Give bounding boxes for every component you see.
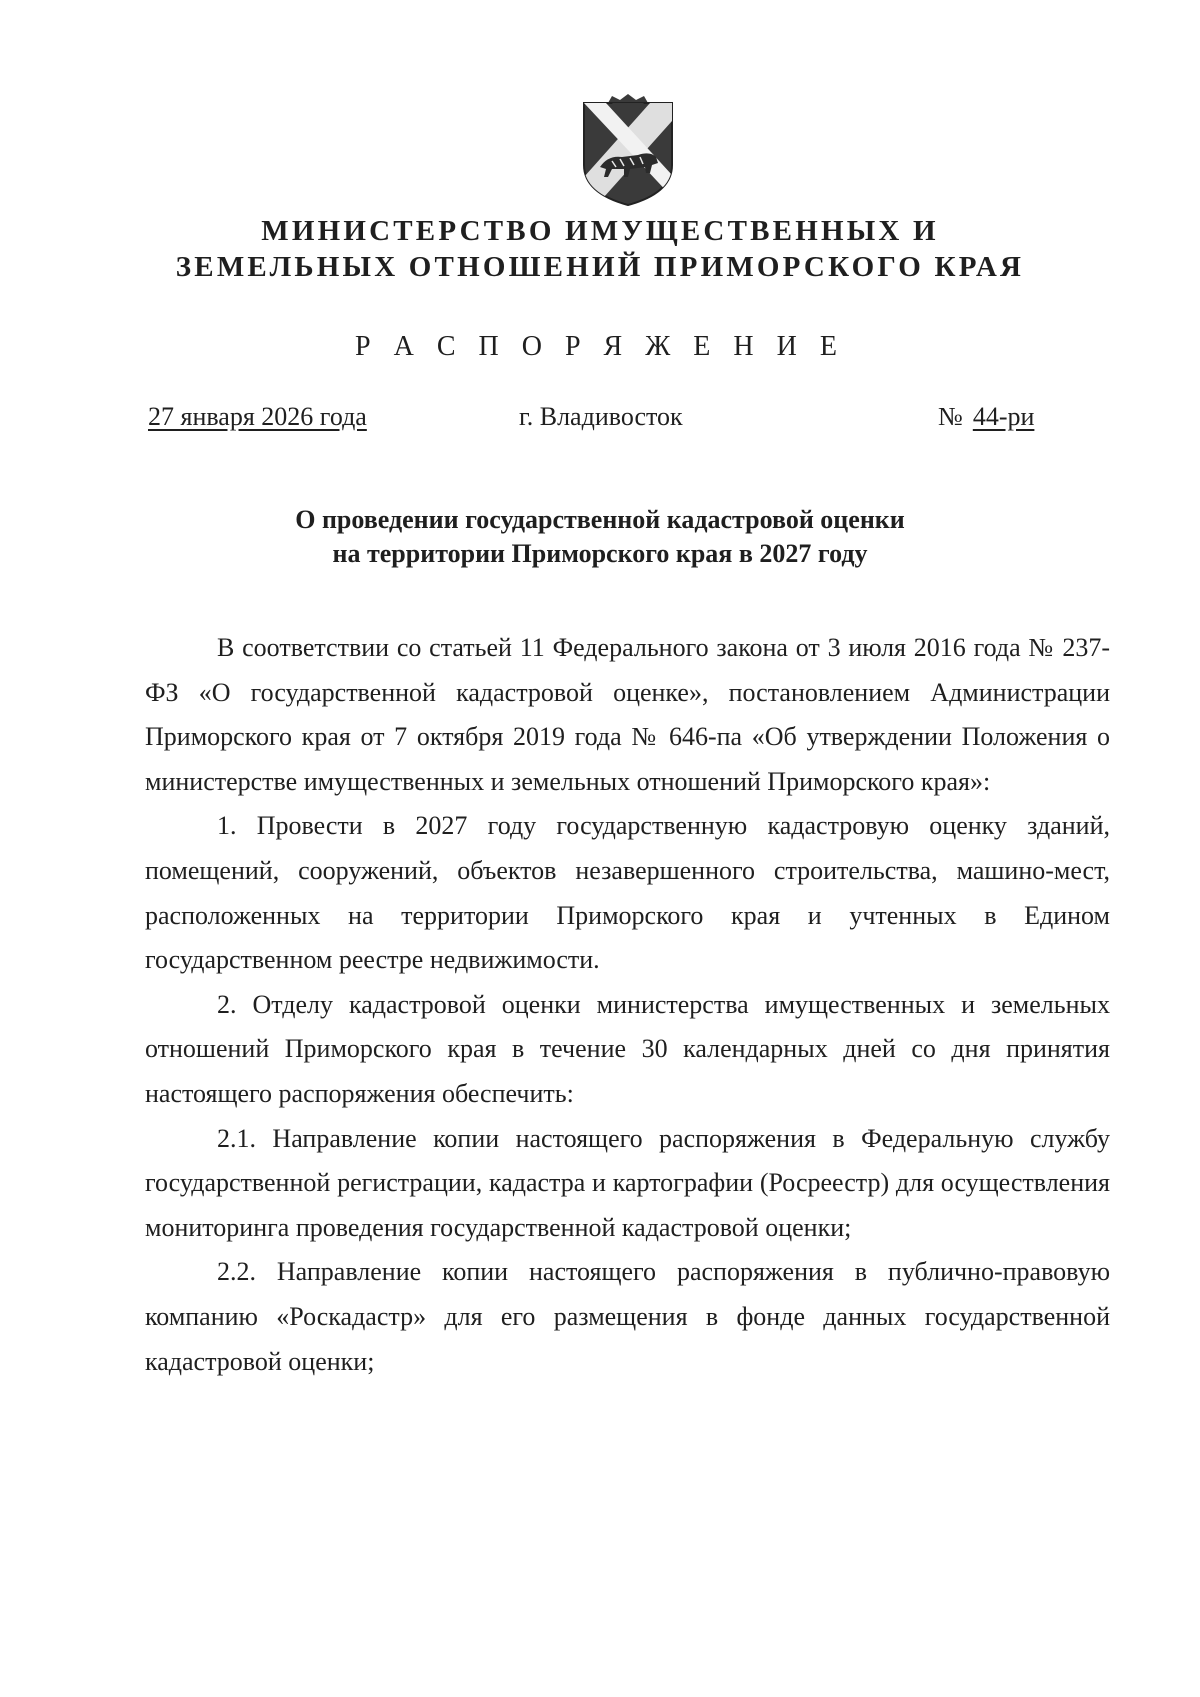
document-title-line2: на территории Приморского края в 2027 году — [332, 539, 868, 568]
number-value: 44-ри — [972, 402, 1035, 431]
paragraph-item-1: 1. Провести в 2027 году государственную кадастровую оценку зданий, помещений, сооружений, объектов незавершенного строительства, машино-мест, расположенных на территории Приморского края и учтенных в Едином государственном реестре недвижимости. — [145, 811, 1110, 975]
paragraph-item-2-2: 2.2. Направление копии настоящего распоряжения в публично-правовую компанию «Роскадастр» для его размещения в фонде данных государственной кадастровой оценки; — [145, 1257, 1110, 1376]
document-body — [145, 626, 1110, 1384]
document-number — [938, 402, 1034, 432]
ministry-name — [0, 213, 1200, 285]
document-title-line1: О проведении государственной кадастровой оценки — [295, 505, 905, 534]
ministry-name-line1: МИНИСТЕРСТВО ИМУЩЕСТВЕННЫХ И — [261, 215, 939, 247]
document-title — [0, 503, 1200, 571]
paragraph-item-2-1: 2.1. Направление копии настоящего распоряжения в Федеральную службу государственной регистрации, кадастра и картографии (Росреестр) для осуществления мониторинга проведения государственной кадастровой оценки; — [145, 1123, 1110, 1242]
ministry-name-line2: ЗЕМЕЛЬНЫХ ОТНОШЕНИЙ ПРИМОРСКОГО КРАЯ — [175, 251, 1025, 283]
document-city: г. Владивосток — [519, 402, 683, 431]
number-sign: № — [938, 402, 963, 431]
document-type: Р А С П О Р Я Ж Е Н И Е — [355, 331, 845, 362]
coat-of-arms-icon — [578, 93, 678, 210]
document-date: 27 января 2026 года — [148, 402, 367, 431]
paragraph-preamble: В соответствии со статьей 11 Федерального закона от 3 июля 2016 года № 237-ФЗ «О государственной кадастровой оценке», постановлением Администрации Приморского края от 7 октября 2019 года № 646-па «Об утверждении Положения о министерстве имущественных и земельных отношений Приморского края»: — [145, 633, 1110, 796]
paragraph-item-2: 2. Отделу кадастровой оценки министерства имущественных и земельных отношений Приморского края в течение 30 календарных дней со дня принятия настоящего распоряжения обеспечить: — [145, 989, 1110, 1108]
